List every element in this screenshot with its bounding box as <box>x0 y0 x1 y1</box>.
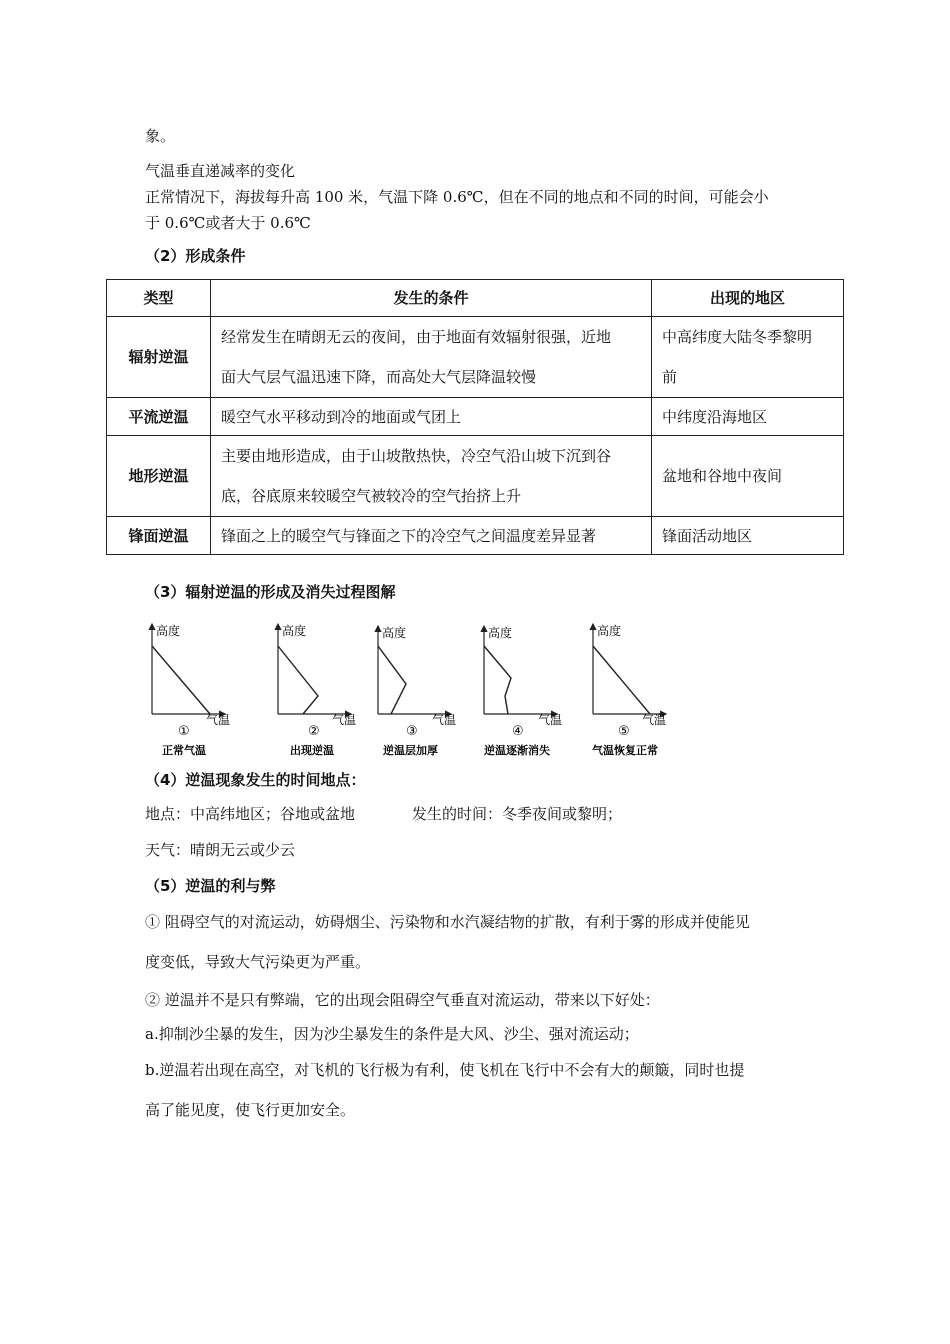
row-condition-line: 底，谷底原来较暖空气被较冷的空气抬挤上升 <box>221 487 522 505</box>
row-condition-line: 主要由地形造成，由于山坡散热快，冷空气沿山坡下沉到谷 <box>221 447 612 465</box>
row-region: 盆地和谷地中夜间 <box>652 436 844 517</box>
x-axis-label: 气温 <box>332 713 357 727</box>
panel-number: ① <box>178 724 190 739</box>
y-axis-label: 高度 <box>488 626 513 640</box>
temperature-profile-line <box>378 646 406 714</box>
panel-caption: 气温恢复正常 <box>592 744 658 757</box>
panel-caption: 出现逆温 <box>290 744 334 757</box>
panel-caption: 逆温逐渐消失 <box>484 744 550 757</box>
intro-line-3: 正常情况下，海拔每升高 100 米，气温下降 0.6℃，但在不同的地点和不同的时间，可能会小 <box>145 188 769 206</box>
section-5-heading: （5）逆温的利与弊 <box>145 877 276 895</box>
section-3-heading: （3）辐射逆温的形成及消失过程图解 <box>145 583 396 601</box>
temperature-profile-line <box>593 646 650 714</box>
panel-number: ③ <box>406 724 418 739</box>
section-4-heading: （4）逆温现象发生的时间地点： <box>145 771 366 789</box>
x-axis-label: 气温 <box>432 713 457 727</box>
intro-line-1: 象。 <box>145 127 176 145</box>
row-region <box>652 317 844 398</box>
paragraph-b-line-1: b.逆温若出现在高空，对飞机的飞行极为有利，使飞机在飞行中不会有大的颠簸，同时也提 <box>145 1061 745 1079</box>
row-condition <box>211 436 652 517</box>
table-row <box>107 436 844 517</box>
table-header-row <box>107 280 844 317</box>
row-condition: 暖空气水平移动到冷的地面或气团上 <box>211 398 652 436</box>
paragraph-b-line-2: 高了能见度，使飞行更加安全。 <box>145 1101 356 1119</box>
row-type: 地形逆温 <box>107 436 211 517</box>
temperature-profile-line <box>278 646 318 714</box>
intro-line-2: 气温垂直递减率的变化 <box>145 162 296 180</box>
panel-number: ⑤ <box>618 724 630 739</box>
y-axis-label: 高度 <box>382 626 407 640</box>
table-row <box>107 398 844 436</box>
panel-caption: 逆温层加厚 <box>383 744 438 757</box>
time-text: 发生的时间：冬季夜间或黎明； <box>412 805 623 823</box>
paragraph-2: ② 逆温并不是只有弊端，它的出现会阻碍空气垂直对流运动，带来以下好处： <box>145 991 660 1009</box>
place-text: 地点：中高纬地区；谷地或盆地 <box>145 805 356 823</box>
diagram-panel-3 <box>378 625 456 757</box>
row-region-line: 前 <box>662 368 678 386</box>
row-region: 锋面活动地区 <box>652 517 844 555</box>
table-row <box>107 517 844 555</box>
paragraph-1-line-1: ① 阻碍空气的对流运动，妨碍烟尘、污染物和水汽凝结物的扩散，有利于雾的形成并使能见 <box>145 913 750 931</box>
x-axis-label: 气温 <box>538 713 563 727</box>
table-row <box>107 317 844 398</box>
header-region: 出现的地区 <box>652 280 844 317</box>
row-condition-line: 经常发生在晴朗无云的夜间，由于地面有效辐射很强，近地 <box>221 328 612 346</box>
row-condition: 锋面之上的暖空气与锋面之下的冷空气之间温度差异显著 <box>211 517 652 555</box>
panel-caption: 正常气温 <box>162 744 206 757</box>
temperature-profile-line <box>152 646 210 714</box>
diagram-panel-5 <box>592 623 666 757</box>
header-type: 类型 <box>107 280 211 317</box>
y-axis-label: 高度 <box>156 624 181 638</box>
panel-number: ② <box>308 724 320 739</box>
diagram-panel-4 <box>484 625 562 757</box>
weather-text: 天气：晴朗无云或少云 <box>145 841 296 859</box>
diagram-panel-1 <box>152 623 230 757</box>
intro-line-4: 于 0.6℃或者大于 0.6℃ <box>145 214 311 232</box>
row-condition-line: 面大气层气温迅速下降，而高处大气层降温较慢 <box>221 368 537 386</box>
row-type: 平流逆温 <box>107 398 211 436</box>
row-region: 中纬度沿海地区 <box>652 398 844 436</box>
header-condition: 发生的条件 <box>211 280 652 317</box>
paragraph-1-line-2: 度变低，导致大气污染更为严重。 <box>145 953 371 971</box>
row-region-line: 中高纬度大陆冬季黎明 <box>662 328 813 346</box>
row-condition <box>211 317 652 398</box>
x-axis-label: 气温 <box>642 713 667 727</box>
paragraph-a: a.抑制沙尘暴的发生，因为沙尘暴发生的条件是大风、沙尘、强对流运动； <box>145 1025 639 1043</box>
y-axis-label: 高度 <box>282 624 307 638</box>
row-type: 锋面逆温 <box>107 517 211 555</box>
section-2-heading: （2）形成条件 <box>145 247 246 265</box>
diagram-panel-2 <box>278 623 356 757</box>
temperature-profile-line <box>484 646 511 714</box>
formation-conditions-table <box>106 279 844 555</box>
panel-number: ④ <box>512 724 524 739</box>
row-type: 辐射逆温 <box>107 317 211 398</box>
y-axis-label: 高度 <box>597 624 622 638</box>
x-axis-label: 气温 <box>206 713 231 727</box>
inversion-process-diagram <box>140 618 680 763</box>
